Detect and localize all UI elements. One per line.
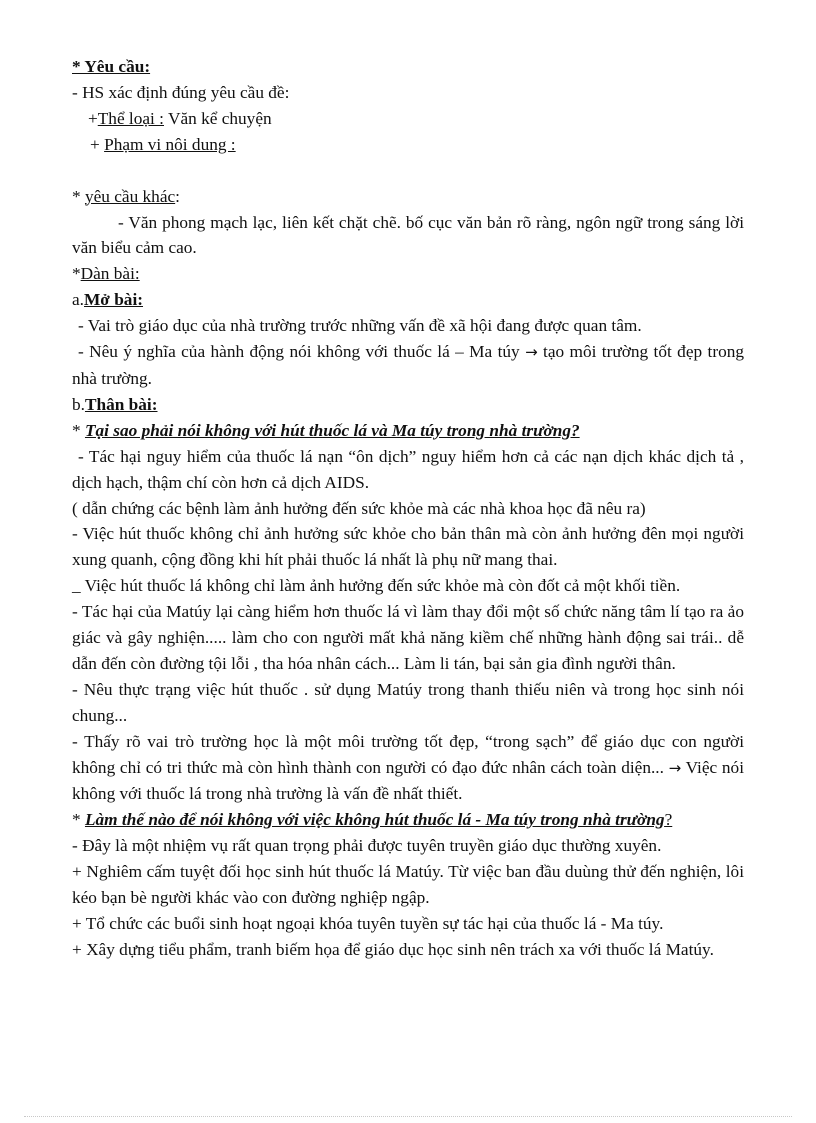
section1-para-3: - Việc hút thuốc không chỉ ảnh hưởng sức khỏe cho bản thân mà còn ảnh hưởng đên mọi người xung quanh, cộng đồng khi hít phải thuốc lá nhất là phụ nữ mang thai. [72,524,744,570]
section2-para-4: + Xây dựng tiểu phẩm, tranh biếm họa để giáo dục học sinh nên trách xa với thuốc lá Matúy. [72,939,714,959]
section1-para-4: _ Việc hút thuốc lá không chỉ làm ảnh hưởng đến sức khỏe mà còn đốt cả một khối tiền. [72,576,681,596]
intro-point-1: - Vai trò giáo dục của nhà trường trước những vấn đề xã hội đang được quan tâm. [78,316,642,336]
scope-line: + Phạm vi nôi dung : [90,134,236,154]
other-requirements-heading: * yêu cầu khác: [72,186,180,206]
section2-para-2: + Nghiêm cấm tuyệt đối học sinh hút thuốc lá Matúy. Từ việc ban đầu duùng thử đến nghiện, lôi kéo bạn bè người khác vào con đường nghiệp ngập. [72,862,744,908]
page-bottom-border [24,1116,792,1117]
section1-para-6: - Nêu thực trạng việc hút thuốc . sử dụng Matúy trong thanh thiếu niên và trong học sinh nói chung... [72,679,744,725]
intro-point-2: - Nêu ý nghĩa của hành động nói không với thuốc lá – Ma túy → tạo môi trường tốt đẹp trong nhà trường. [72,342,744,388]
spacer [72,158,744,184]
requirements-line: - HS xác định đúng yêu cầu đề: [72,82,290,102]
genre-label: Thể loại : [97,108,164,128]
scope-label: Phạm vi nôi dung : [104,134,236,154]
other-requirements-text: - Văn phong mạch lạc, liên kết chặt chẽ. bố cục văn bản rõ ràng, ngôn ngữ trong sáng lời văn biểu cảm cao. [72,212,744,258]
arrow-icon: → [668,758,682,777]
genre-line: +Thể loại : Văn kể chuyện [88,108,272,128]
requirements-heading: * Yêu cầu: [72,57,151,76]
section1-para-2: ( dẫn chứng các bệnh làm ảnh hưởng đến sức khỏe mà các nhà khoa học đã nêu ra) [72,498,646,518]
section1-para-5: - Tác hại của Matúy lại càng hiểm hơn thuốc lá vì làm thay đổi một số chức năng tâm lí tạo ra ảo giác và gây nghiện..... làm cho con người mất khả năng kiềm chế những hành động sai trái.. dễ dẫn đến còn đường tội lỗi , tha hóa nhân cách... Làm li tán, bại sản gia đình người thân. [72,602,744,673]
section1-heading: * Tại sao phải nói không với hút thuốc lá và Ma túy trong nhà trường? [72,420,580,440]
intro-heading: a.Mở bài: [72,290,144,310]
section1-para-1: - Tác hại nguy hiểm của thuốc lá nạn “ôn dịch” nguy hiểm hơn cả các nạn dịch khác dịch tả , dịch hạch, thậm chí còn hơn cả dịch AIDS. [72,446,744,492]
arrow-icon: → [525,343,538,362]
genre-value: Văn kể chuyện [163,108,272,128]
outline-heading: *Dàn bài: [72,264,140,284]
section2-para-1: - Đây là một nhiệm vụ rất quan trọng phải được tuyên truyền giáo dục thường xuyên. [72,836,662,856]
section2-heading: * Làm thế nào để nói không với việc không hút thuốc lá - Ma túy trong nhà trường? [72,810,673,830]
body-heading: b.Thân bài: [72,394,158,414]
section2-para-3: + Tổ chức các buổi sinh hoạt ngoại khóa tuyên tuyền sự tác hại của thuốc lá - Ma túy. [72,914,664,933]
document-body [72,54,744,963]
section1-para-7: - Thấy rõ vai trò trường học là một môi trường tốt đẹp, “trong sạch” để giáo dục con người không chỉ có tri thức mà còn hình thành con người có đạo đức nhân cách toàn diện... → Việc nói không với thuốc lá trong nhà trường là vấn đề nhất thiết. [72,731,744,804]
